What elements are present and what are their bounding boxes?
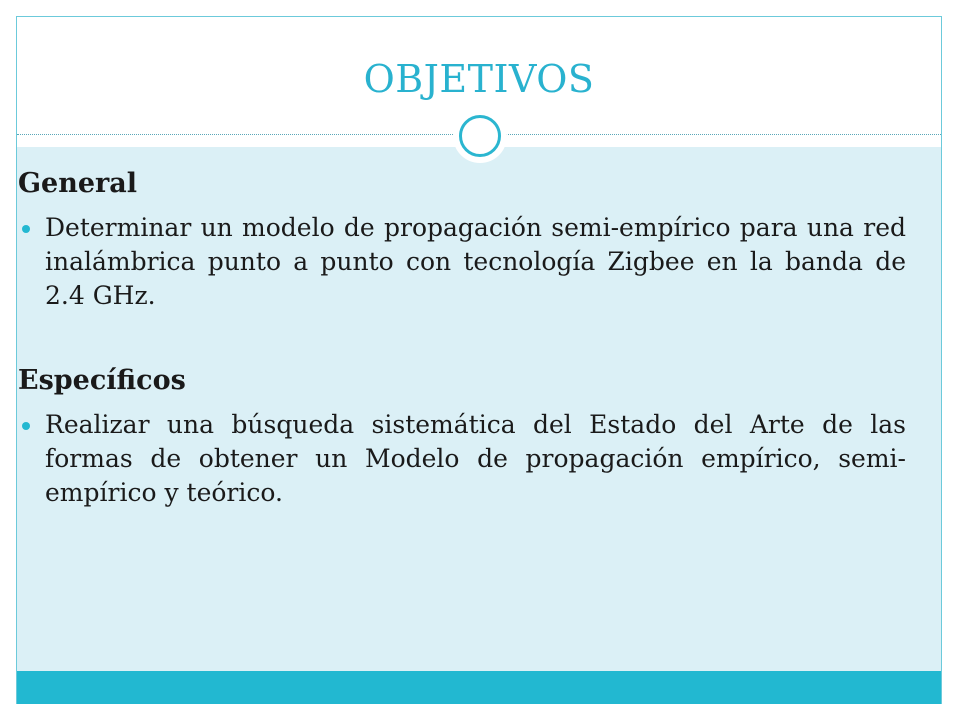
circle-ring	[459, 115, 501, 157]
bullet-text: Determinar un modelo de propagación semi-empírico para una red inalámbrica punto a punto con tecnología Zigbee en la banda de 2.4 GHz.	[45, 213, 906, 310]
slide-content	[18, 168, 906, 510]
bullet-dot-icon	[22, 422, 30, 430]
bottom-accent-bar	[17, 671, 941, 704]
bullet-general	[18, 211, 906, 313]
bullet-especificos	[18, 408, 906, 510]
bullet-dot-icon	[22, 225, 30, 233]
bullet-text: Realizar una búsqueda sistemática del Estado del Arte de las formas de obtener un Modelo de propagación empírico, semi-empírico y teórico.	[45, 410, 906, 507]
circle-ornament-icon	[453, 109, 507, 163]
section-heading-general: General	[18, 168, 138, 199]
section-heading-especificos: Específicos	[18, 365, 186, 396]
slide-title: OBJETIVOS	[363, 57, 595, 101]
